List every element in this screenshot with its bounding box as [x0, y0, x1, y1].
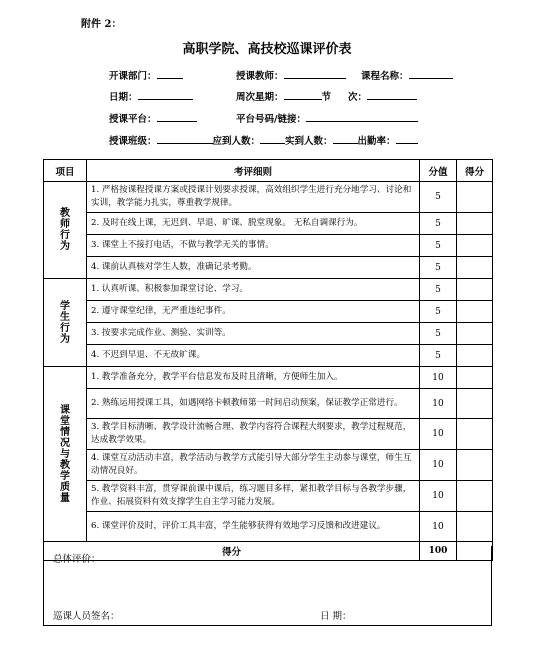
week-field[interactable]: [284, 90, 322, 100]
header-row-1: [109, 68, 183, 82]
platform-group: [109, 111, 197, 125]
course-name-label: 课程名称：: [361, 71, 409, 82]
platform-no-field[interactable]: [306, 112, 418, 122]
table-row: [44, 367, 493, 389]
score-value: 5: [420, 323, 457, 345]
got-score-cell[interactable]: [457, 512, 493, 542]
criteria-text: 6. 课堂评价及时，评价工具丰富，学生能够获得有效地学习反馈和改进建议。: [87, 512, 420, 542]
got-score-cell[interactable]: [457, 301, 493, 323]
table-row: [44, 323, 493, 345]
week-label: 周次星期：: [236, 92, 284, 103]
got-score-cell[interactable]: [457, 213, 493, 235]
table-row: [44, 450, 493, 481]
score-value: 5: [420, 235, 457, 257]
teacher-field[interactable]: [284, 69, 346, 79]
got-score-cell[interactable]: [457, 182, 493, 213]
criteria-text: 4. 不迟到早退、不无故旷课。: [87, 345, 420, 367]
attachment-label: 附件 2：: [81, 19, 122, 30]
criteria-text: 5. 教学资料丰富，贯穿课前课中课后，练习题目多样，紧扣教学目标与各教学步骤，作业、拓展资料有效支撑学生自主学习能力发展。: [87, 481, 420, 512]
course-name-group: [361, 68, 453, 82]
got-score-cell[interactable]: [457, 419, 493, 450]
score-value: 5: [420, 213, 457, 235]
got-score-cell[interactable]: [457, 389, 493, 419]
criteria-text: 3. 教学目标清晰、教学设计流畅合理、教学内容符合课程大纲要求，教学过程规范，达成教学效果。: [87, 419, 420, 450]
score-value: 10: [420, 367, 457, 389]
course-dept-field[interactable]: [157, 69, 183, 79]
score-value: 10: [420, 512, 457, 542]
got-score-cell[interactable]: [457, 279, 493, 301]
got-score-cell[interactable]: [457, 367, 493, 389]
date-label: 日期：: [109, 92, 138, 103]
date-field[interactable]: [138, 90, 193, 100]
score-value: 5: [420, 182, 457, 213]
period-field[interactable]: [367, 90, 417, 100]
table-row: [44, 182, 493, 213]
table-row: [44, 279, 493, 301]
score-value: 5: [420, 345, 457, 367]
criteria-text: 4. 课堂互动活动丰富，教学活动与教学方式能引导大部分学生主动参与课堂，师生互动情况良好。: [87, 450, 420, 481]
score-value: 10: [420, 389, 457, 419]
criteria-text: 2. 遵守课堂纪律，无严重违纪事件。: [87, 301, 420, 323]
score-value: 10: [420, 450, 457, 481]
got-score-cell[interactable]: [457, 345, 493, 367]
score-value: 10: [420, 419, 457, 450]
got-score-cell[interactable]: [457, 450, 493, 481]
class-label: 授课班级：: [109, 136, 157, 147]
table-row: [44, 419, 493, 450]
attendance-field[interactable]: [396, 134, 418, 144]
table-row: [44, 257, 493, 279]
criteria-text: 3. 课堂上不接打电话，不做与教学无关的事情。: [87, 235, 420, 257]
table-row: [44, 345, 493, 367]
page-title: 高职学院、高技校巡课评价表: [182, 42, 352, 57]
col-detail-header: 考评细则: [87, 160, 420, 182]
summary-box[interactable]: [43, 546, 492, 626]
got-score-cell[interactable]: [457, 481, 493, 512]
signature-label: 巡课人员签名：: [53, 611, 120, 622]
criteria-text: 1. 教学准备充分，教学平台信息发布及时且清晰，方便师生加入。: [87, 367, 420, 389]
platform-label: 授课平台：: [109, 114, 157, 125]
table-header-row: [44, 160, 493, 182]
period-label: 次：: [348, 92, 368, 103]
table-row: [44, 301, 493, 323]
criteria-text: 4. 课前认真核对学生人数，准确记录考勤。: [87, 257, 420, 279]
score-value: 10: [420, 481, 457, 512]
category-teacher: 教师行为: [44, 182, 87, 279]
summary-date-label: 日 期：: [320, 611, 352, 622]
section-label: 节: [321, 92, 332, 103]
week-group: [236, 89, 331, 103]
evaluation-table: [43, 159, 493, 561]
table-row: [44, 512, 493, 542]
category-classroom: 课堂情况与教学质量: [44, 367, 87, 542]
expected-field[interactable]: [260, 134, 285, 144]
score-value: 5: [420, 279, 457, 301]
criteria-text: 2. 熟练运用授课工具，如遇网络卡顿教师第一时间启动预案，保证教学正常进行。: [87, 389, 420, 419]
overall-evaluation-label: 总体评价：: [53, 554, 101, 565]
got-score-cell[interactable]: [457, 235, 493, 257]
got-score-cell[interactable]: [457, 257, 493, 279]
score-value: 5: [420, 301, 457, 323]
total-label: 得分: [44, 542, 420, 561]
course-name-field[interactable]: [409, 69, 453, 79]
course-dept-label: 开课部门：: [109, 71, 157, 82]
col-score-header: 分值: [420, 160, 457, 182]
col-got-header: 得分: [457, 160, 493, 182]
criteria-text: 1. 严格按课程授课方案或授课计划要求授课，高效组织学生进行充分地学习、讨论和实训，教学能力扎实，尊重教学规律。: [87, 182, 420, 213]
table-row: [44, 481, 493, 512]
category-student: 学生行为: [44, 279, 87, 367]
expected-label: 应到人数：: [212, 136, 261, 147]
teacher-label: 授课教师：: [236, 71, 284, 82]
class-field[interactable]: [157, 134, 213, 144]
platform-no-group: [236, 111, 418, 125]
table-row: [44, 213, 493, 235]
period-group: [348, 89, 417, 103]
platform-no-label: 平台号码/链接：: [236, 114, 306, 125]
criteria-text: 2. 及时在线上课，无迟到、早退、旷课、脱堂现象。 无私自调课行为。: [87, 213, 420, 235]
score-value: 5: [420, 257, 457, 279]
actual-label: 实到人数：: [285, 136, 333, 147]
actual-field[interactable]: [333, 134, 358, 144]
class-group: [109, 133, 418, 147]
criteria-text: 1. 认真听课、积极参加课堂讨论、学习。: [87, 279, 420, 301]
col-item-header: 项目: [44, 160, 87, 182]
got-score-cell[interactable]: [457, 323, 493, 345]
table-row: [44, 389, 493, 419]
date-group: [109, 89, 193, 103]
teacher-group: [236, 68, 346, 82]
total-score: 100: [420, 542, 457, 561]
criteria-text: 3. 按要求完成作业、测验、实训等。: [87, 323, 420, 345]
table-row: [44, 235, 493, 257]
attendance-label: 出勤率：: [357, 136, 396, 147]
platform-field[interactable]: [157, 112, 197, 122]
